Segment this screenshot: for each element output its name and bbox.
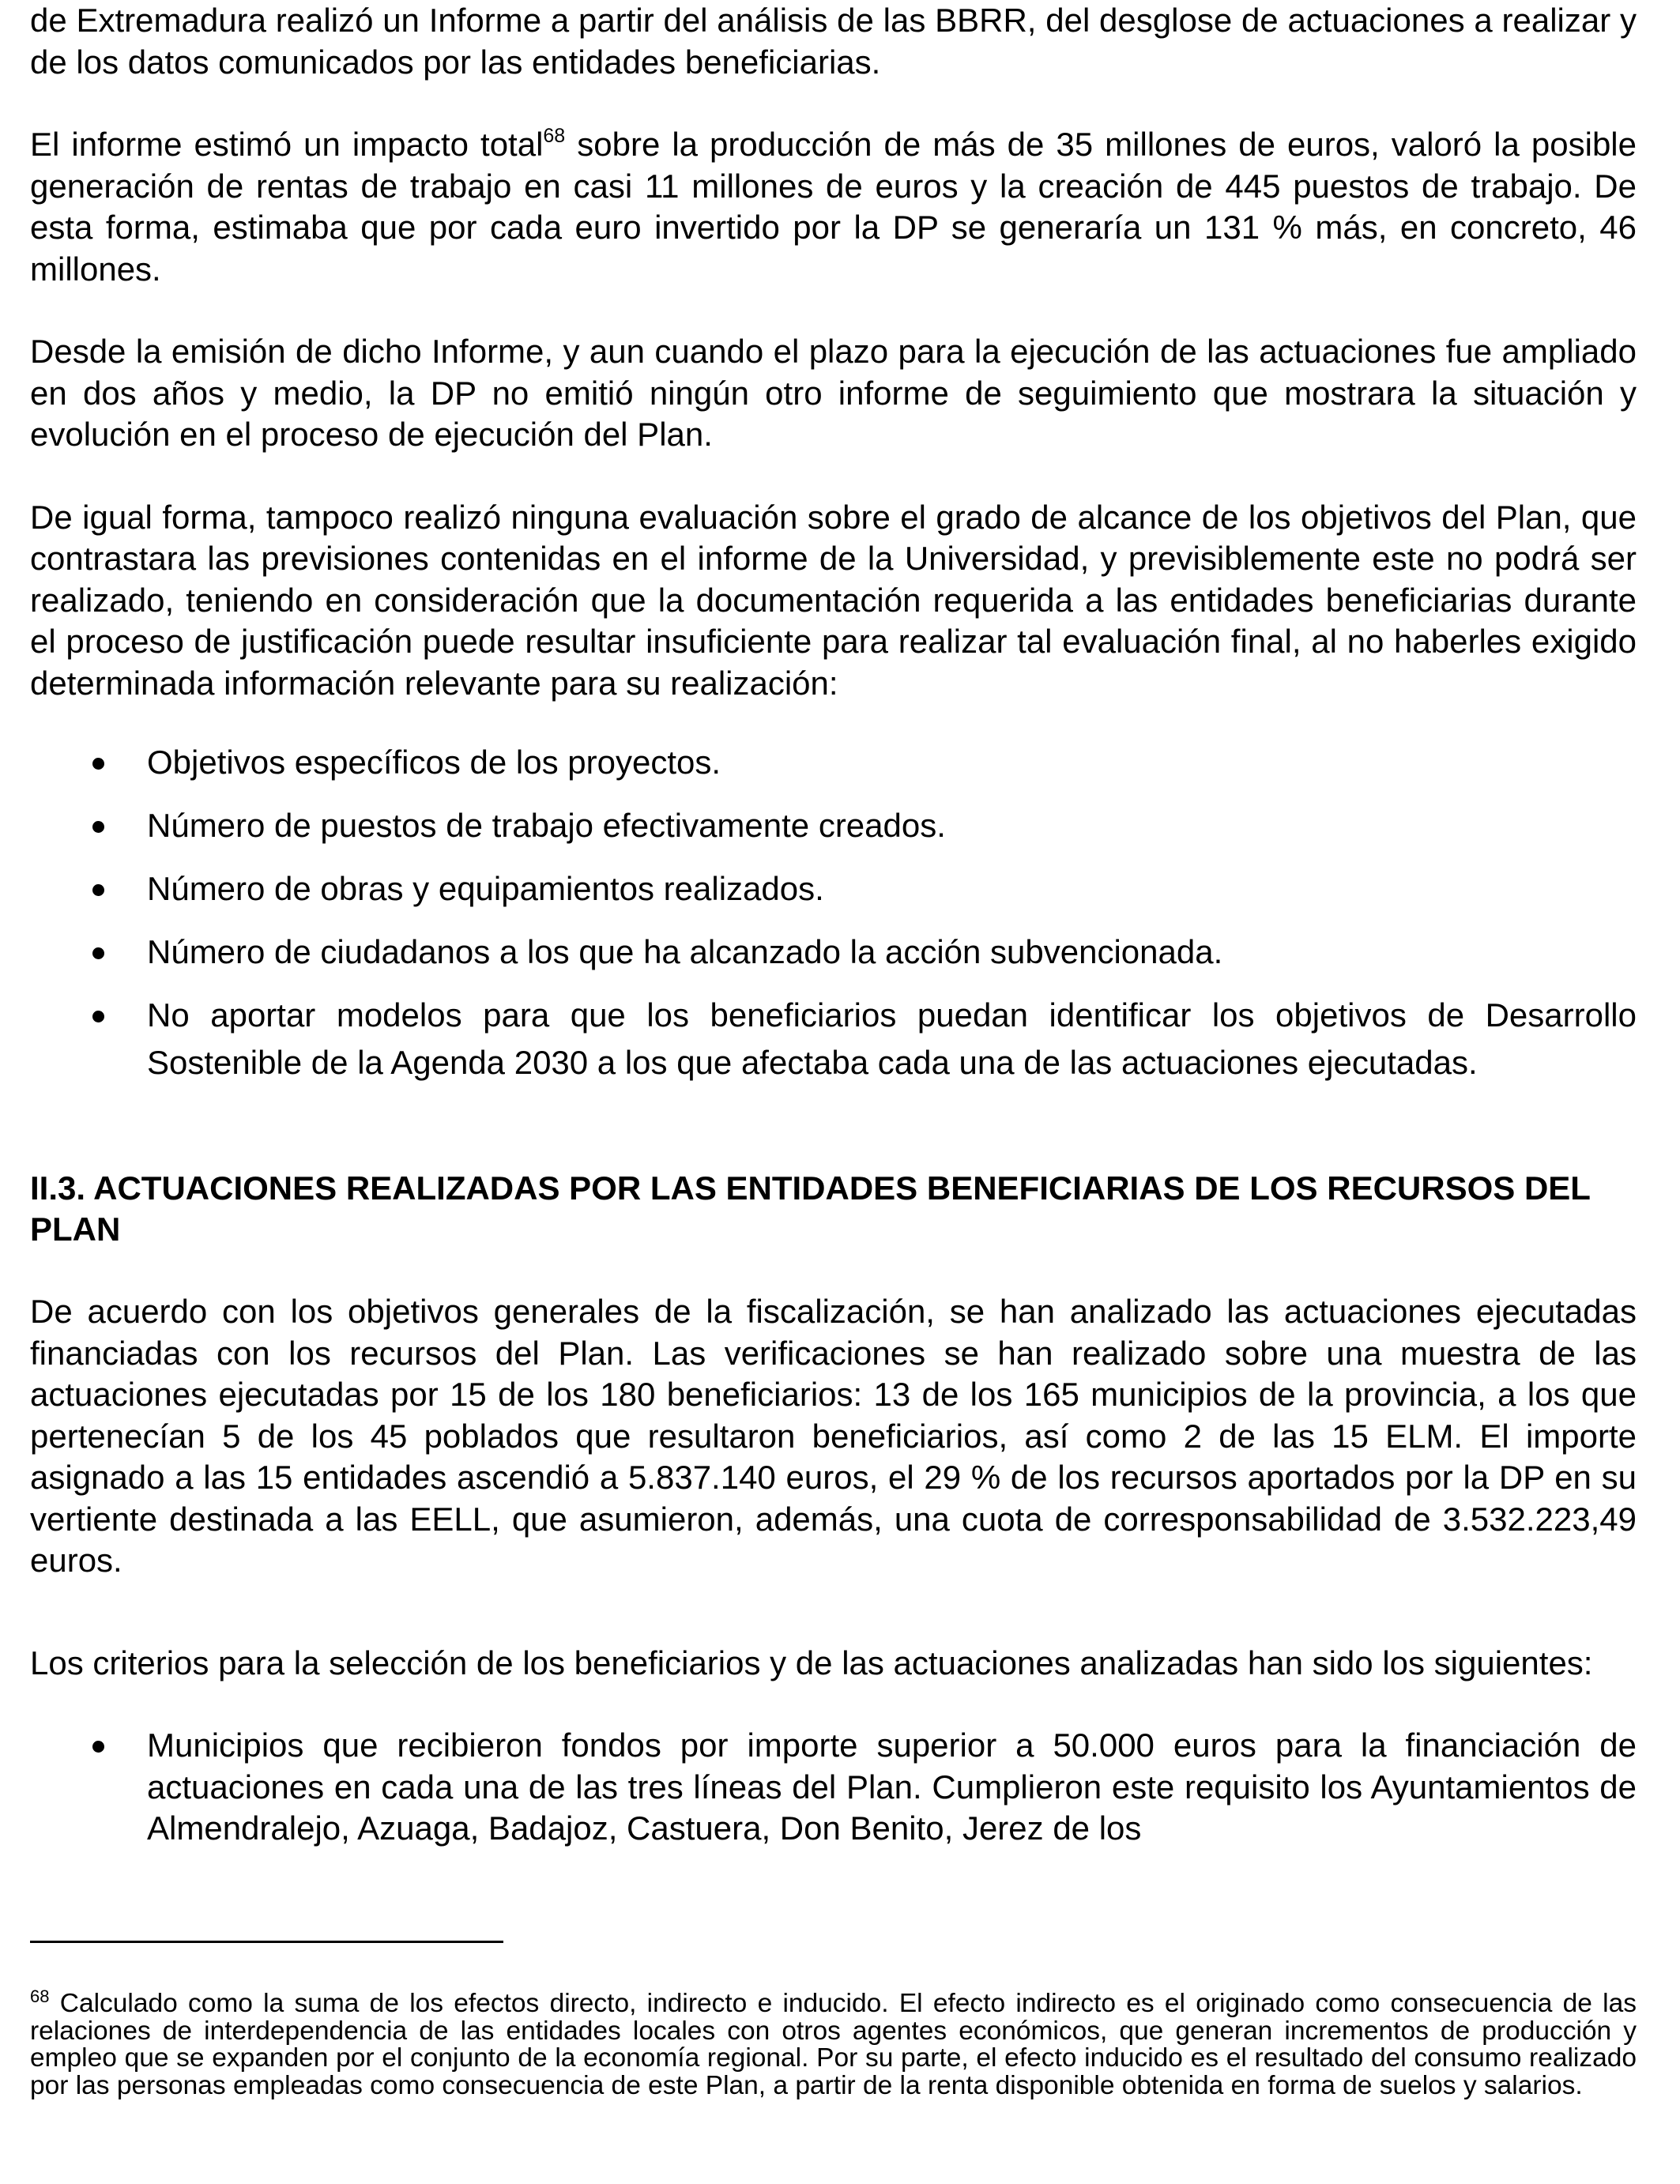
paragraph-evaluacion: De igual forma, tampoco realizó ninguna evaluación sobre el grado de alcance de los objetivos del Plan, que contrastara las previsiones contenidas en el informe de la Universidad, y previsiblemente este no podrá ser realizado, teniendo en consideración que la documentación requerida a las entidades beneficiarias durante el proceso de justificación puede resultar insuficiente para realizar tal evaluación final, al no haberles exigido determinada información relevante para su realización: (30, 498, 1637, 702)
list-item-text: Objetivos específicos de los proyectos. (147, 744, 721, 781)
bullet-icon (92, 1741, 104, 1753)
selection-criteria-list (30, 1725, 1637, 1850)
footnote-separator (30, 1941, 503, 1943)
footnote-reference-68[interactable]: 68 (543, 125, 566, 147)
document-page (30, 0, 1637, 1850)
list-item (30, 865, 1637, 913)
paragraph-criterios: Los criterios para la selección de los beneficiarios y de las actuaciones analizadas han sido los siguientes: (30, 1644, 1593, 1681)
list-item-text: No aportar modelos para que los beneficiarios puedan identificar los objetivos de Desarrollo Sostenible de la Agenda 2030 a los que afectaba cada una de las actuaciones ejecutadas. (147, 996, 1637, 1081)
list-item (30, 992, 1637, 1086)
footnote-text: Calculado como la suma de los efectos directo, indirecto e inducido. El efecto indirecto es el originado como consecuencia de las relaciones de interdependencia de las entidades locales con otros agentes económicos, que generan incrementos de producción y empleo que se expanden por el conjunto de la economía regional. Por su parte, el efecto inducido es el resultado del consumo realizado por las personas empleadas como consecuencia de este Plan, a partir de la renta disponible obtenida en forma de suelos y salarios. (30, 1989, 1637, 2100)
paragraph-informe-intro: de Extremadura realizó un Informe a partir del análisis de las BBRR, del desglose de actuaciones a realizar y de los datos comunicados por las entidades beneficiarias. (30, 2, 1637, 81)
list-item-text: Número de ciudadanos a los que ha alcanzado la acción subvencionada. (147, 933, 1223, 970)
list-item-text: Municipios que recibieron fondos por importe superior a 50.000 euros para la financiación de actuaciones en cada una de las tres líneas del Plan. Cumplieron este requisito los Ayuntamientos de Almendralejo, Azuaga, Badajoz, Castuera, Don Benito, Jerez de los (147, 1726, 1637, 1847)
bullet-icon (92, 1011, 104, 1022)
list-item (30, 1725, 1637, 1850)
list-item-text: Número de obras y equipamientos realizados. (147, 870, 824, 907)
section-heading: II.3. ACTUACIONES REALIZADAS POR LAS ENTIDADES BENEFICIARIAS DE LOS RECURSOS DEL PLAN (30, 1169, 1591, 1248)
list-item (30, 928, 1637, 976)
list-item-text: Número de puestos de trabajo efectivamente creados. (147, 807, 946, 844)
footnote-marker: 68 (30, 1986, 50, 2006)
paragraph-impacto-text-end: sobre la producción de más de 35 millones de euros, valoró la posible generación de rentas de trabajo en casi 11 millones de euros y la creación de 445 puestos de trabajo. De esta forma, estimaba que por cada euro invertido por la DP se generaría un 131 % más, en concreto, 46 millones. (30, 126, 1637, 288)
bullet-icon (92, 884, 104, 896)
missing-information-list (30, 739, 1637, 1086)
footnote-68 (30, 1986, 1637, 2100)
bullet-icon (92, 821, 104, 833)
list-item (30, 802, 1637, 849)
list-item (30, 739, 1637, 786)
bullet-icon (92, 758, 104, 770)
paragraph-objetivos-fiscalizacion: De acuerdo con los objetivos generales de la fiscalización, se han analizado las actuaciones ejecutadas financiadas con los recursos del Plan. Las verificaciones se han realizado sobre una muestra de las actuaciones ejecutadas por 15 de los 180 beneficiarios: 13 de los 165 municipios de la provincia, a los que pertenecían 5 de los 45 poblados que resultaron beneficiarios, así como 2 de las 15 ELM. El importe asignado a las 15 entidades ascendió a 5.837.140 euros, el 29 % de los recursos aportados por la DP en su vertiente destinada a las EELL, que asumieron, además, una cuota de corresponsabilidad de 3.532.223,49 euros. (30, 1293, 1637, 1579)
paragraph-seguimiento: Desde la emisión de dicho Informe, y aun cuando el plazo para la ejecución de las actuaciones fue ampliado en dos años y medio, la DP no emitió ningún otro informe de seguimiento que mostrara la situación y evolución en el proceso de ejecución del Plan. (30, 333, 1637, 453)
paragraph-impacto-total (30, 124, 1637, 290)
bullet-icon (92, 947, 104, 959)
paragraph-impacto-text-start: El informe estimó un impacto total (30, 126, 544, 163)
